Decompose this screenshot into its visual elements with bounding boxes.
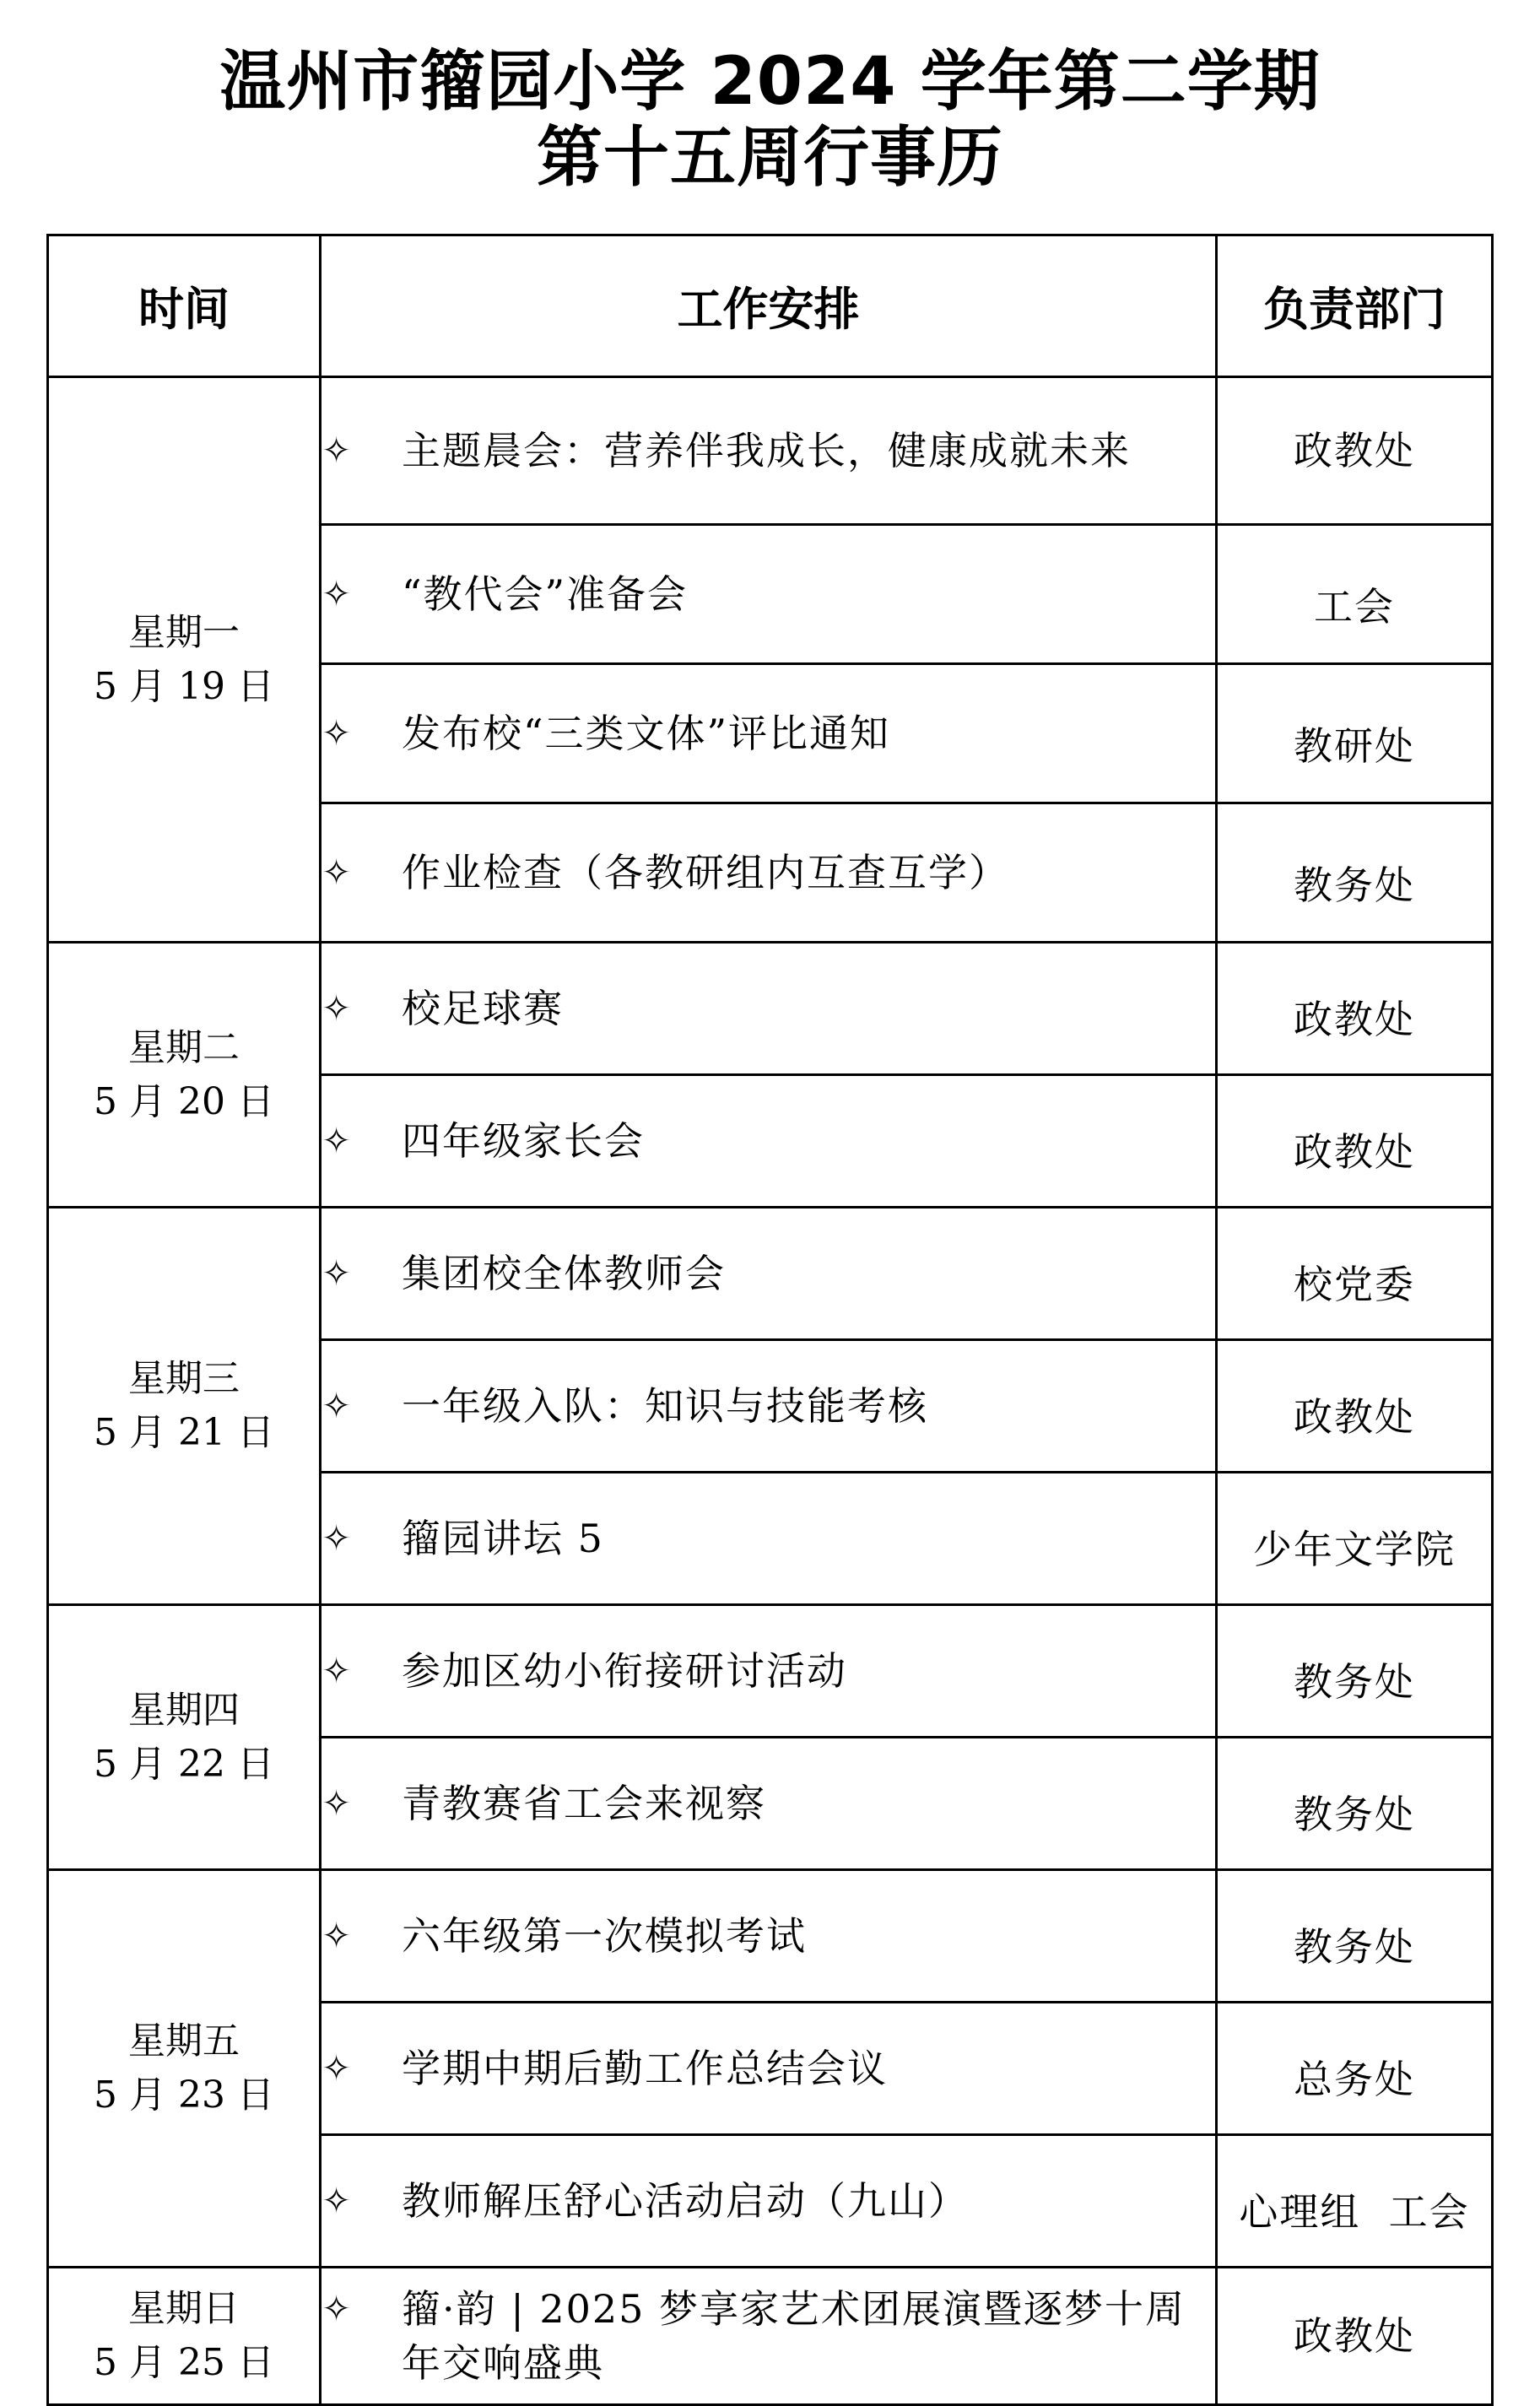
dept-cell: 政教处	[1217, 377, 1493, 525]
date-label: 5 月 23 日	[94, 2073, 274, 2117]
dept-cell: 校党委	[1217, 1208, 1493, 1340]
task-text: 籀·韵 | 2025 梦享家艺术团展演暨逐梦十周年交响盛典	[402, 2286, 1186, 2386]
dept-cell: 教务处	[1217, 1738, 1493, 1870]
weekday-label: 星期一	[128, 610, 240, 654]
task-cell	[321, 2268, 1217, 2405]
star-bullet-icon: ✧	[322, 1650, 352, 1691]
dept-cell: 心理组 工会	[1217, 2135, 1493, 2268]
dept-cell: 政教处	[1217, 1075, 1493, 1208]
task-text: 籀园讲坛 5	[402, 1516, 604, 1561]
task-cell	[321, 2003, 1217, 2135]
table-row	[48, 1870, 1493, 2003]
dept-cell: 政教处	[1217, 943, 1493, 1075]
task-text: 集团校全体教师会	[402, 1251, 726, 1296]
dept-cell: 政教处	[1217, 1340, 1493, 1473]
date-label: 5 月 19 日	[94, 664, 274, 708]
star-bullet-icon: ✧	[322, 2047, 352, 2089]
weekday-label: 星期二	[128, 1025, 240, 1069]
task-cell	[321, 377, 1217, 525]
day-cell	[48, 943, 321, 1208]
table-row	[48, 1208, 1493, 1340]
table-row	[48, 377, 1493, 525]
date-label: 5 月 20 日	[94, 1079, 274, 1123]
day-cell	[48, 377, 321, 943]
day-cell	[48, 1870, 321, 2268]
task-text: 学期中期后勤工作总结会议	[402, 2046, 888, 2091]
dept-cell: 教务处	[1217, 1870, 1493, 2003]
weekday-label: 星期五	[128, 2019, 240, 2063]
day-cell	[48, 1208, 321, 1605]
star-bullet-icon: ✧	[322, 2180, 352, 2221]
task-text: 校足球赛	[402, 986, 564, 1031]
task-cell	[321, 1738, 1217, 1870]
task-cell	[321, 1605, 1217, 1738]
weekday-label: 星期三	[128, 1357, 240, 1400]
star-bullet-icon: ✧	[322, 1782, 352, 1824]
table-row	[48, 1605, 1493, 1738]
task-cell	[321, 2135, 1217, 2268]
weekday-label: 星期日	[128, 2287, 240, 2330]
task-cell	[321, 1870, 1217, 2003]
task-cell	[321, 1075, 1217, 1208]
calendar-table	[46, 234, 1494, 2406]
page-subtitle: 第十五周行事历	[536, 120, 1003, 196]
dept-cell: 政教处	[1217, 2268, 1493, 2405]
task-text: 六年级第一次模拟考试	[402, 1913, 807, 1959]
task-cell	[321, 943, 1217, 1075]
dept-cell: 教务处	[1217, 1605, 1493, 1738]
star-bullet-icon: ✧	[322, 430, 352, 471]
task-cell	[321, 1340, 1217, 1473]
column-header-time: 时间	[48, 235, 321, 377]
task-text: 教师解压舒心活动启动（九山）	[402, 2178, 969, 2224]
date-label: 5 月 21 日	[94, 1411, 274, 1454]
star-bullet-icon: ✧	[322, 1517, 352, 1559]
star-bullet-icon: ✧	[322, 1120, 352, 1161]
page-title: 温州市籀园小学 2024 学年第二学期	[219, 44, 1321, 120]
task-cell	[321, 1208, 1217, 1340]
day-cell	[48, 2268, 321, 2405]
star-bullet-icon: ✧	[322, 573, 352, 614]
date-label: 5 月 25 日	[94, 2341, 274, 2384]
dept-cell: 少年文学院	[1217, 1473, 1493, 1605]
task-cell	[321, 664, 1217, 803]
star-bullet-icon: ✧	[322, 1915, 352, 1956]
dept-cell: 工会	[1217, 525, 1493, 664]
dept-cell: 教务处	[1217, 803, 1493, 943]
task-cell	[321, 1473, 1217, 1605]
task-text: 参加区幼小衔接研讨活动	[402, 1648, 847, 1694]
star-bullet-icon: ✧	[322, 1252, 352, 1294]
table-row	[48, 2268, 1493, 2405]
star-bullet-icon: ✧	[322, 987, 352, 1029]
day-cell	[48, 1605, 321, 1870]
task-text: 一年级入队：知识与技能考核	[402, 1383, 928, 1429]
task-text: 作业检查（各教研组内互查互学）	[402, 850, 1009, 895]
dept-cell: 总务处	[1217, 2003, 1493, 2135]
column-header-work: 工作安排	[321, 235, 1217, 377]
weekday-label: 星期四	[128, 1688, 240, 1732]
task-text: 青教赛省工会来视察	[402, 1781, 766, 1826]
task-text: 四年级家长会	[402, 1118, 645, 1164]
task-cell	[321, 525, 1217, 664]
star-bullet-icon: ✧	[322, 712, 352, 754]
star-bullet-icon: ✧	[322, 1385, 352, 1426]
star-bullet-icon: ✧	[322, 852, 352, 893]
dept-cell: 教研处	[1217, 664, 1493, 803]
task-text: 发布校“三类文体”评比通知	[402, 711, 891, 756]
task-text: “教代会”准备会	[402, 571, 689, 617]
table-row	[48, 943, 1493, 1075]
task-cell	[321, 803, 1217, 943]
column-header-dept: 负责部门	[1217, 235, 1493, 377]
star-bullet-icon: ✧	[322, 2288, 352, 2329]
date-label: 5 月 22 日	[94, 1742, 274, 1786]
task-text: 主题晨会：营养伴我成长，健康成就未来	[402, 428, 1131, 473]
